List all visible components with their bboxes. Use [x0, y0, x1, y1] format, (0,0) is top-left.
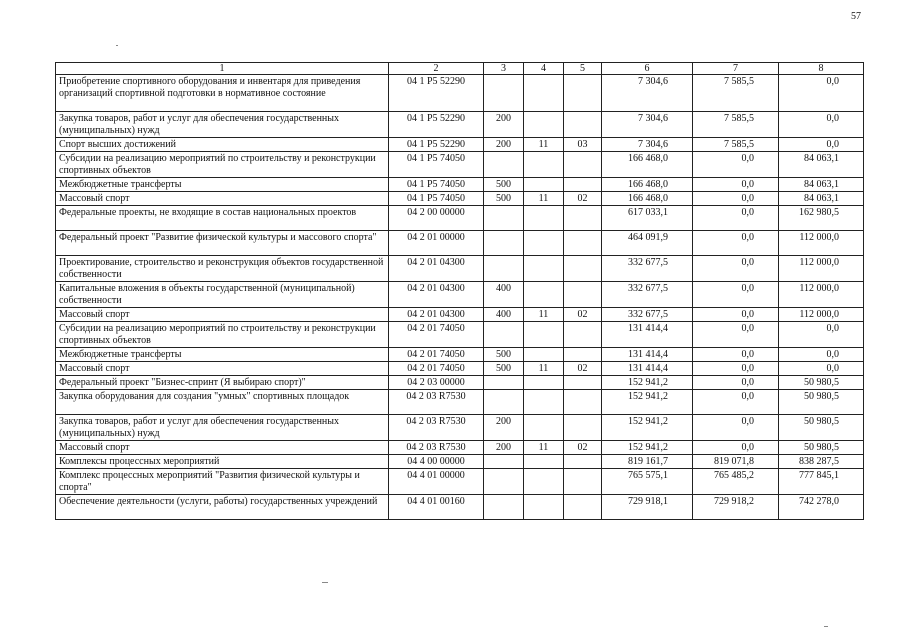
row-code: 04 2 01 74050 — [389, 348, 484, 362]
row-name: Федеральный проект "Развитие физической культуры и массового спорта" — [56, 231, 389, 256]
row-code: 04 1 P5 52290 — [389, 75, 484, 112]
row-amount-year3: 0,0 — [779, 138, 864, 152]
table-row — [56, 138, 864, 152]
row-section — [524, 152, 564, 178]
row-expense-type: 200 — [484, 112, 524, 138]
row-amount-year1: 131 414,4 — [602, 362, 693, 376]
row-name: Субсидии на реализацию мероприятий по строительству и реконструкции спортивных объектов — [56, 152, 389, 178]
row-amount-year1: 152 941,2 — [602, 441, 693, 455]
row-section — [524, 322, 564, 348]
row-section: 11 — [524, 362, 564, 376]
row-section — [524, 75, 564, 112]
table-row — [56, 112, 864, 138]
row-subsection: 02 — [564, 362, 602, 376]
row-expense-type: 400 — [484, 308, 524, 322]
row-name: Массовый спорт — [56, 362, 389, 376]
row-expense-type: 400 — [484, 282, 524, 308]
row-section: 11 — [524, 192, 564, 206]
row-name: Проектирование, строительство и реконструкция объектов государственной собственности — [56, 256, 389, 282]
row-section — [524, 376, 564, 390]
row-amount-year3: 84 063,1 — [779, 178, 864, 192]
table-row — [56, 206, 864, 231]
header-cell: 6 — [602, 63, 693, 75]
table-row — [56, 75, 864, 112]
row-amount-year3: 0,0 — [779, 322, 864, 348]
row-subsection — [564, 469, 602, 495]
row-name: Субсидии на реализацию мероприятий по строительству и реконструкции спортивных объектов — [56, 322, 389, 348]
row-amount-year1: 152 941,2 — [602, 390, 693, 415]
row-amount-year1: 7 304,6 — [602, 75, 693, 112]
row-amount-year2: 0,0 — [693, 206, 779, 231]
table-row — [56, 192, 864, 206]
row-section — [524, 256, 564, 282]
row-amount-year1: 131 414,4 — [602, 348, 693, 362]
row-name: Массовый спорт — [56, 441, 389, 455]
header-cell: 8 — [779, 63, 864, 75]
table-row — [56, 348, 864, 362]
row-expense-type — [484, 495, 524, 520]
row-amount-year1: 765 575,1 — [602, 469, 693, 495]
row-amount-year1: 332 677,5 — [602, 308, 693, 322]
row-section — [524, 348, 564, 362]
row-code: 04 1 P5 74050 — [389, 178, 484, 192]
row-code: 04 2 01 04300 — [389, 282, 484, 308]
row-code: 04 2 01 74050 — [389, 362, 484, 376]
row-amount-year1: 131 414,4 — [602, 322, 693, 348]
row-amount-year3: 0,0 — [779, 112, 864, 138]
row-expense-type: 200 — [484, 441, 524, 455]
row-name: Федеральный проект "Бизнес-спринт (Я выбираю спорт)" — [56, 376, 389, 390]
row-code: 04 2 01 00000 — [389, 231, 484, 256]
table-row — [56, 469, 864, 495]
row-amount-year3: 112 000,0 — [779, 256, 864, 282]
row-subsection — [564, 322, 602, 348]
row-amount-year2: 0,0 — [693, 192, 779, 206]
row-name: Закупка товаров, работ и услуг для обеспечения государственных (муниципальных) нужд — [56, 415, 389, 441]
row-code: 04 2 00 00000 — [389, 206, 484, 231]
row-amount-year3: 0,0 — [779, 348, 864, 362]
row-expense-type — [484, 376, 524, 390]
row-subsection: 02 — [564, 441, 602, 455]
row-amount-year3: 838 287,5 — [779, 455, 864, 469]
row-name: Федеральные проекты, не входящие в состав национальных проектов — [56, 206, 389, 231]
row-amount-year2: 0,0 — [693, 322, 779, 348]
row-amount-year3: 0,0 — [779, 75, 864, 112]
row-amount-year2: 729 918,2 — [693, 495, 779, 520]
row-subsection — [564, 112, 602, 138]
header-cell: 2 — [389, 63, 484, 75]
row-code: 04 2 01 74050 — [389, 322, 484, 348]
row-expense-type — [484, 152, 524, 178]
scan-speck — [322, 582, 328, 583]
row-section — [524, 282, 564, 308]
row-amount-year2: 0,0 — [693, 178, 779, 192]
row-section — [524, 455, 564, 469]
row-amount-year1: 166 468,0 — [602, 178, 693, 192]
row-name: Массовый спорт — [56, 308, 389, 322]
row-code: 04 2 01 04300 — [389, 256, 484, 282]
row-amount-year3: 50 980,5 — [779, 376, 864, 390]
row-name: Комплекс процессных мероприятий "Развития физической культуры и спорта" — [56, 469, 389, 495]
row-subsection: 02 — [564, 308, 602, 322]
row-name: Приобретение спортивного оборудования и инвентаря для приведения организаций спортивной подготовки в нормативное состояние — [56, 75, 389, 112]
table-row — [56, 376, 864, 390]
row-amount-year2: 0,0 — [693, 415, 779, 441]
row-expense-type: 500 — [484, 178, 524, 192]
row-code: 04 2 03 R7530 — [389, 441, 484, 455]
row-code: 04 2 01 04300 — [389, 308, 484, 322]
row-code: 04 4 00 00000 — [389, 455, 484, 469]
row-amount-year1: 464 091,9 — [602, 231, 693, 256]
row-section: 11 — [524, 138, 564, 152]
row-subsection — [564, 231, 602, 256]
row-amount-year3: 50 980,5 — [779, 441, 864, 455]
table-row — [56, 390, 864, 415]
row-name: Обеспечение деятельности (услуги, работы) государственных учреждений — [56, 495, 389, 520]
table-row — [56, 256, 864, 282]
row-name: Капитальные вложения в объекты государственной (муниципальной) собственности — [56, 282, 389, 308]
header-cell: 7 — [693, 63, 779, 75]
row-expense-type — [484, 256, 524, 282]
row-amount-year1: 332 677,5 — [602, 256, 693, 282]
table-row — [56, 362, 864, 376]
row-amount-year2: 819 071,8 — [693, 455, 779, 469]
scan-speck — [824, 626, 828, 627]
row-expense-type — [484, 469, 524, 495]
row-code: 04 2 03 R7530 — [389, 415, 484, 441]
table-row — [56, 282, 864, 308]
row-name: Массовый спорт — [56, 192, 389, 206]
row-subsection: 03 — [564, 138, 602, 152]
table-row — [56, 308, 864, 322]
row-section — [524, 231, 564, 256]
row-name: Закупка оборудования для создания "умных" спортивных площадок — [56, 390, 389, 415]
row-subsection — [564, 178, 602, 192]
row-amount-year1: 819 161,7 — [602, 455, 693, 469]
row-amount-year1: 152 941,2 — [602, 415, 693, 441]
budget-table — [55, 62, 864, 520]
row-name: Межбюджетные трансферты — [56, 348, 389, 362]
row-amount-year2: 0,0 — [693, 362, 779, 376]
header-cell: 4 — [524, 63, 564, 75]
row-amount-year3: 742 278,0 — [779, 495, 864, 520]
row-amount-year2: 765 485,2 — [693, 469, 779, 495]
row-amount-year1: 729 918,1 — [602, 495, 693, 520]
row-section: 11 — [524, 441, 564, 455]
row-amount-year1: 7 304,6 — [602, 112, 693, 138]
row-expense-type — [484, 75, 524, 112]
table-row — [56, 322, 864, 348]
row-expense-type — [484, 455, 524, 469]
row-name: Спорт высших достижений — [56, 138, 389, 152]
row-amount-year3: 112 000,0 — [779, 308, 864, 322]
table-header-row — [56, 63, 864, 75]
row-amount-year3: 84 063,1 — [779, 192, 864, 206]
row-expense-type — [484, 390, 524, 415]
table-row — [56, 455, 864, 469]
row-expense-type: 500 — [484, 192, 524, 206]
row-name: Закупка товаров, работ и услуг для обеспечения государственных (муниципальных) нужд — [56, 112, 389, 138]
row-name: Комплексы процессных мероприятий — [56, 455, 389, 469]
row-expense-type — [484, 231, 524, 256]
row-amount-year3: 112 000,0 — [779, 282, 864, 308]
row-section — [524, 206, 564, 231]
row-expense-type: 500 — [484, 348, 524, 362]
scan-speck — [116, 45, 118, 46]
row-subsection: 02 — [564, 192, 602, 206]
row-expense-type: 200 — [484, 138, 524, 152]
table-row — [56, 178, 864, 192]
row-section — [524, 112, 564, 138]
row-section — [524, 415, 564, 441]
table-row — [56, 231, 864, 256]
row-amount-year2: 0,0 — [693, 308, 779, 322]
page-number: 57 — [851, 11, 861, 22]
row-amount-year2: 7 585,5 — [693, 75, 779, 112]
row-amount-year2: 0,0 — [693, 282, 779, 308]
header-cell: 5 — [564, 63, 602, 75]
row-section: 11 — [524, 308, 564, 322]
row-section — [524, 390, 564, 415]
row-section — [524, 495, 564, 520]
row-amount-year2: 0,0 — [693, 376, 779, 390]
row-amount-year1: 152 941,2 — [602, 376, 693, 390]
row-amount-year1: 166 468,0 — [602, 152, 693, 178]
row-code: 04 1 P5 52290 — [389, 138, 484, 152]
row-amount-year2: 7 585,5 — [693, 138, 779, 152]
row-amount-year2: 0,0 — [693, 256, 779, 282]
row-expense-type: 200 — [484, 415, 524, 441]
row-amount-year3: 50 980,5 — [779, 415, 864, 441]
row-code: 04 2 03 R7530 — [389, 390, 484, 415]
row-code: 04 1 P5 74050 — [389, 192, 484, 206]
row-code: 04 4 01 00160 — [389, 495, 484, 520]
row-amount-year3: 50 980,5 — [779, 390, 864, 415]
row-code: 04 1 P5 52290 — [389, 112, 484, 138]
header-cell: 1 — [56, 63, 389, 75]
row-subsection — [564, 455, 602, 469]
row-amount-year2: 7 585,5 — [693, 112, 779, 138]
row-expense-type — [484, 206, 524, 231]
table-row — [56, 152, 864, 178]
row-amount-year2: 0,0 — [693, 231, 779, 256]
row-code: 04 4 01 00000 — [389, 469, 484, 495]
row-amount-year3: 777 845,1 — [779, 469, 864, 495]
row-amount-year3: 0,0 — [779, 362, 864, 376]
row-amount-year2: 0,0 — [693, 441, 779, 455]
row-subsection — [564, 495, 602, 520]
row-subsection — [564, 282, 602, 308]
row-amount-year1: 166 468,0 — [602, 192, 693, 206]
row-subsection — [564, 256, 602, 282]
row-subsection — [564, 152, 602, 178]
row-amount-year3: 112 000,0 — [779, 231, 864, 256]
row-code: 04 1 P5 74050 — [389, 152, 484, 178]
row-subsection — [564, 415, 602, 441]
table-row — [56, 495, 864, 520]
row-expense-type — [484, 322, 524, 348]
row-name: Межбюджетные трансферты — [56, 178, 389, 192]
table-row — [56, 415, 864, 441]
row-amount-year2: 0,0 — [693, 390, 779, 415]
row-amount-year3: 84 063,1 — [779, 152, 864, 178]
row-subsection — [564, 390, 602, 415]
row-section — [524, 469, 564, 495]
header-cell: 3 — [484, 63, 524, 75]
row-subsection — [564, 75, 602, 112]
row-section — [524, 178, 564, 192]
row-subsection — [564, 376, 602, 390]
row-amount-year2: 0,0 — [693, 348, 779, 362]
row-subsection — [564, 206, 602, 231]
row-code: 04 2 03 00000 — [389, 376, 484, 390]
row-amount-year3: 162 980,5 — [779, 206, 864, 231]
row-amount-year1: 332 677,5 — [602, 282, 693, 308]
row-amount-year1: 617 033,1 — [602, 206, 693, 231]
row-amount-year2: 0,0 — [693, 152, 779, 178]
row-amount-year1: 7 304,6 — [602, 138, 693, 152]
row-expense-type: 500 — [484, 362, 524, 376]
table-row — [56, 441, 864, 455]
row-subsection — [564, 348, 602, 362]
